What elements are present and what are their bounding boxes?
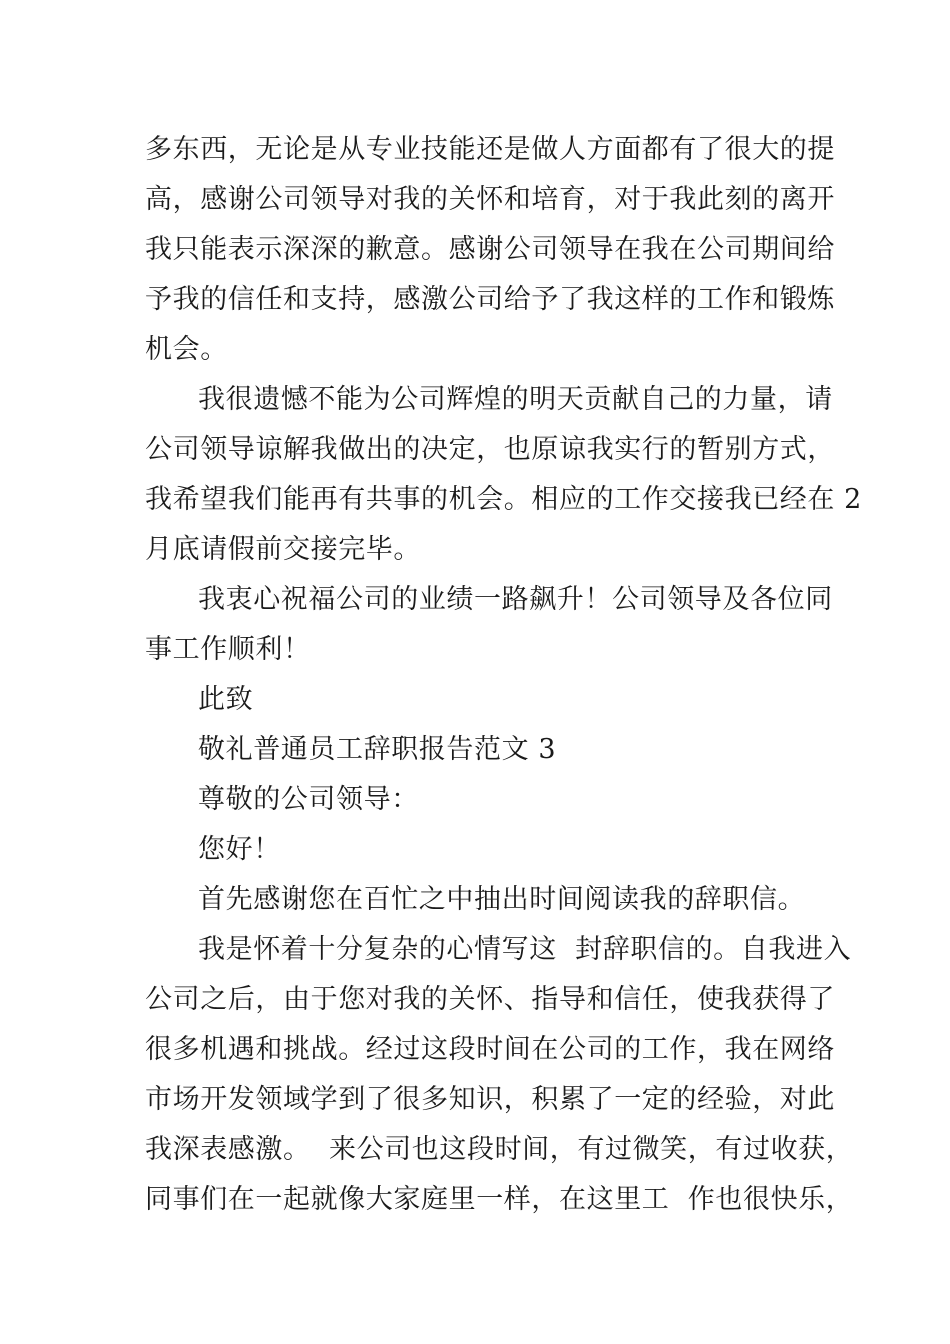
salutation-line: 尊敬的公司领导： <box>198 784 419 815</box>
text-line: 公司领导谅解我做出的决定，也原谅我实行的暂别方式， <box>145 434 835 465</box>
text-line: 市场开发领域学到了很多知识，积累了一定的经验，对此 <box>145 1084 835 1115</box>
text-line: 我深表感激。 来公司也这段时间，有过微笑，有过收获， <box>145 1134 854 1165</box>
text-line: 高，感谢公司领导对我的关怀和培育，对于我此刻的离开 <box>145 184 835 215</box>
text-line: 机会。 <box>145 334 228 365</box>
section-heading: 敬礼普通员工辞职报告范文 3 <box>198 734 557 765</box>
text-line: 同事们在一起就像大家庭里一样，在这里工 作也很快乐， <box>145 1184 854 1215</box>
paragraph-start-line: 我很遗憾不能为公司辉煌的明天贡献自己的力量，请 <box>198 384 833 415</box>
text-line: 很多机遇和挑战。经过这段时间在公司的工作，我在网络 <box>145 1034 835 1065</box>
text-line: 我只能表示深深的歉意。感谢公司领导在我在公司期间给 <box>145 234 835 265</box>
paragraph-start-line: 我衷心祝福公司的业绩一路飙升！公司领导及各位同 <box>198 584 833 615</box>
text-line: 予我的信任和支持，感激公司给予了我这样的工作和锻炼 <box>145 284 835 315</box>
text-line: 月底请假前交接完毕。 <box>145 534 421 565</box>
text-line: 事工作顺利！ <box>145 634 311 665</box>
closing-line: 此致 <box>198 684 254 715</box>
paragraph-start-line: 我是怀着十分复杂的心情写这 封辞职信的。自我进入 <box>198 934 852 965</box>
text-line: 多东西，无论是从专业技能还是做人方面都有了很大的提 <box>145 134 835 165</box>
text-line: 我希望我们能再有共事的机会。相应的工作交接我已经在 2 <box>145 484 862 515</box>
text-line: 公司之后，由于您对我的关怀、指导和信任，使我获得了 <box>145 984 835 1015</box>
greeting-line: 您好！ <box>198 834 281 865</box>
paragraph-start-line: 首先感谢您在百忙之中抽出时间阅读我的辞职信。 <box>198 884 806 915</box>
